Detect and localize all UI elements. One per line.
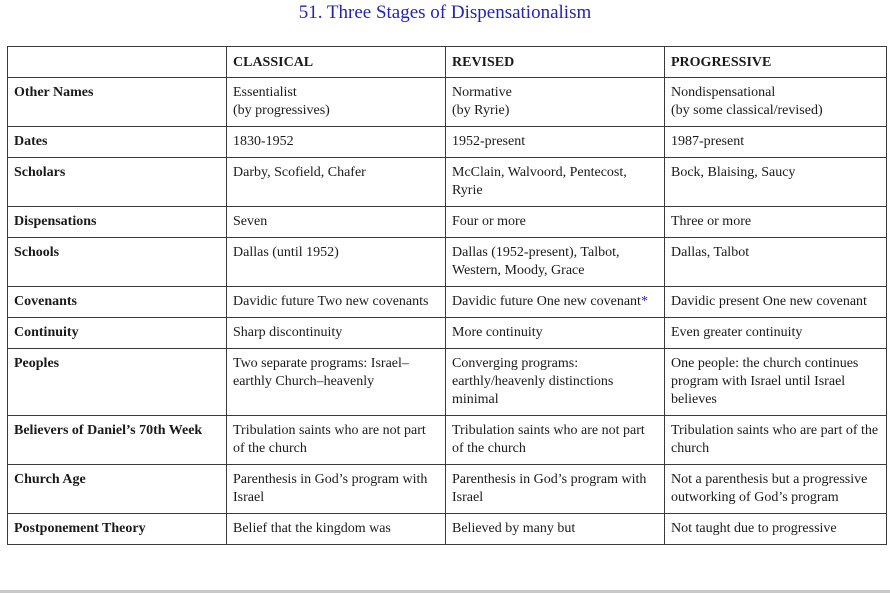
cell-text: Tribulation saints who are not part of the church (233, 423, 426, 456)
cell-classical (227, 127, 446, 158)
cell-classical (227, 318, 446, 349)
cell-text: 1952-present (452, 134, 526, 149)
comparison-table (7, 46, 887, 545)
cell-classical (227, 514, 446, 545)
cell-progressive (665, 78, 887, 127)
row-label: Peoples (8, 349, 227, 416)
cell-progressive (665, 416, 887, 465)
row-label: Scholars (8, 158, 227, 207)
cell-text: Nondispensational (671, 85, 776, 100)
cell-text: 1830-1952 (233, 134, 294, 149)
cell-revised (446, 416, 665, 465)
cell-text: (by Ryrie) (452, 103, 510, 118)
table-row (8, 465, 887, 514)
cell-text: Believed by many but (452, 521, 576, 536)
header-classical: CLASSICAL (227, 47, 446, 78)
table-row (8, 416, 887, 465)
cell-text: Dallas, Talbot (671, 245, 750, 260)
cell-text: Three or more (671, 214, 752, 229)
cell-classical (227, 78, 446, 127)
cell-text: Davidic future One new covenant (452, 294, 641, 309)
table-row (8, 349, 887, 416)
cell-revised (446, 465, 665, 514)
cell-revised (446, 158, 665, 207)
cell-text: Darby, Scofield, Chafer (233, 165, 366, 180)
cell-text: Seven (233, 214, 268, 229)
cell-revised (446, 349, 665, 416)
cell-text: Bock, Blaising, Saucy (671, 165, 796, 180)
row-label: Church Age (8, 465, 227, 514)
cell-progressive (665, 127, 887, 158)
cell-text: Parenthesis in God’s program with Israel (452, 472, 647, 505)
cell-classical (227, 416, 446, 465)
header-corner (8, 47, 227, 78)
cell-text: Davidic future Two new covenants (233, 294, 429, 309)
cell-text: Not taught due to progressive (671, 521, 837, 536)
cell-progressive (665, 158, 887, 207)
cell-classical (227, 238, 446, 287)
cell-revised (446, 514, 665, 545)
page-title: 51. Three Stages of Dispensationalism (298, 2, 592, 23)
cell-text: Converging programs: earthly/heavenly distinctions minimal (452, 356, 614, 407)
table-row (8, 158, 887, 207)
cell-text: Even greater continuity (671, 325, 803, 340)
cell-text: Not a parenthesis but a progressive outworking of God’s program (671, 472, 868, 505)
row-label: Dates (8, 127, 227, 158)
header-progressive: PROGRESSIVE (665, 47, 887, 78)
table-row (8, 287, 887, 318)
cell-text: 1987-present (671, 134, 745, 149)
cell-text: Belief that the kingdom was (233, 521, 391, 536)
cell-text: Parenthesis in God’s program with Israel (233, 472, 428, 505)
cell-text: Essentialist (233, 85, 297, 100)
header-revised: REVISED (446, 47, 665, 78)
table-row (8, 78, 887, 127)
footnote-marker[interactable]: * (640, 294, 648, 309)
row-label: Other Names (8, 78, 227, 127)
cell-text: More continuity (452, 325, 543, 340)
row-label: Believers of Daniel’s 70th Week (8, 416, 227, 465)
cell-text: One people: the church continues program with Israel until Israel believes (671, 356, 859, 407)
cell-revised (446, 238, 665, 287)
cell-text: (by some classical/revised) (671, 103, 823, 118)
cell-text: McClain, Walvoord, Pentecost, Ryrie (452, 165, 627, 198)
cell-progressive (665, 318, 887, 349)
cell-text: Normative (452, 85, 512, 100)
cell-progressive (665, 238, 887, 287)
row-label: Continuity (8, 318, 227, 349)
table-row (8, 127, 887, 158)
cell-text: Sharp discontinuity (233, 325, 343, 340)
cell-text: (by progressives) (233, 103, 330, 118)
table-row (8, 207, 887, 238)
header-row (8, 47, 887, 78)
cell-text: Tribulation saints who are part of the church (671, 423, 879, 456)
cell-classical (227, 207, 446, 238)
comparison-table-container (7, 46, 888, 578)
cell-text: Dallas (1952-present), Talbot, Western, Moody, Grace (452, 245, 620, 278)
cell-revised (446, 287, 665, 318)
table-row (8, 238, 887, 287)
cell-progressive (665, 465, 887, 514)
cell-progressive (665, 287, 887, 318)
cell-revised (446, 207, 665, 238)
cell-revised (446, 318, 665, 349)
cell-text: Two separate programs: Israel–earthly Church–heavenly (233, 356, 409, 389)
cell-classical (227, 287, 446, 318)
cell-progressive (665, 207, 887, 238)
cell-classical (227, 158, 446, 207)
row-label: Schools (8, 238, 227, 287)
cell-text-wrap (452, 293, 658, 311)
cell-text: Four or more (452, 214, 526, 229)
row-label: Dispensations (8, 207, 227, 238)
cell-classical (227, 349, 446, 416)
table-row (8, 514, 887, 545)
cell-progressive (665, 349, 887, 416)
cell-progressive (665, 514, 887, 545)
cell-classical (227, 465, 446, 514)
table-row (8, 318, 887, 349)
cell-revised (446, 127, 665, 158)
row-label: Postponement Theory (8, 514, 227, 545)
cell-text: Dallas (until 1952) (233, 245, 339, 260)
cell-text: Tribulation saints who are not part of the church (452, 423, 645, 456)
table-body (8, 78, 887, 545)
cell-text: Davidic present One new covenant (671, 294, 867, 309)
row-label: Covenants (8, 287, 227, 318)
cell-revised (446, 78, 665, 127)
